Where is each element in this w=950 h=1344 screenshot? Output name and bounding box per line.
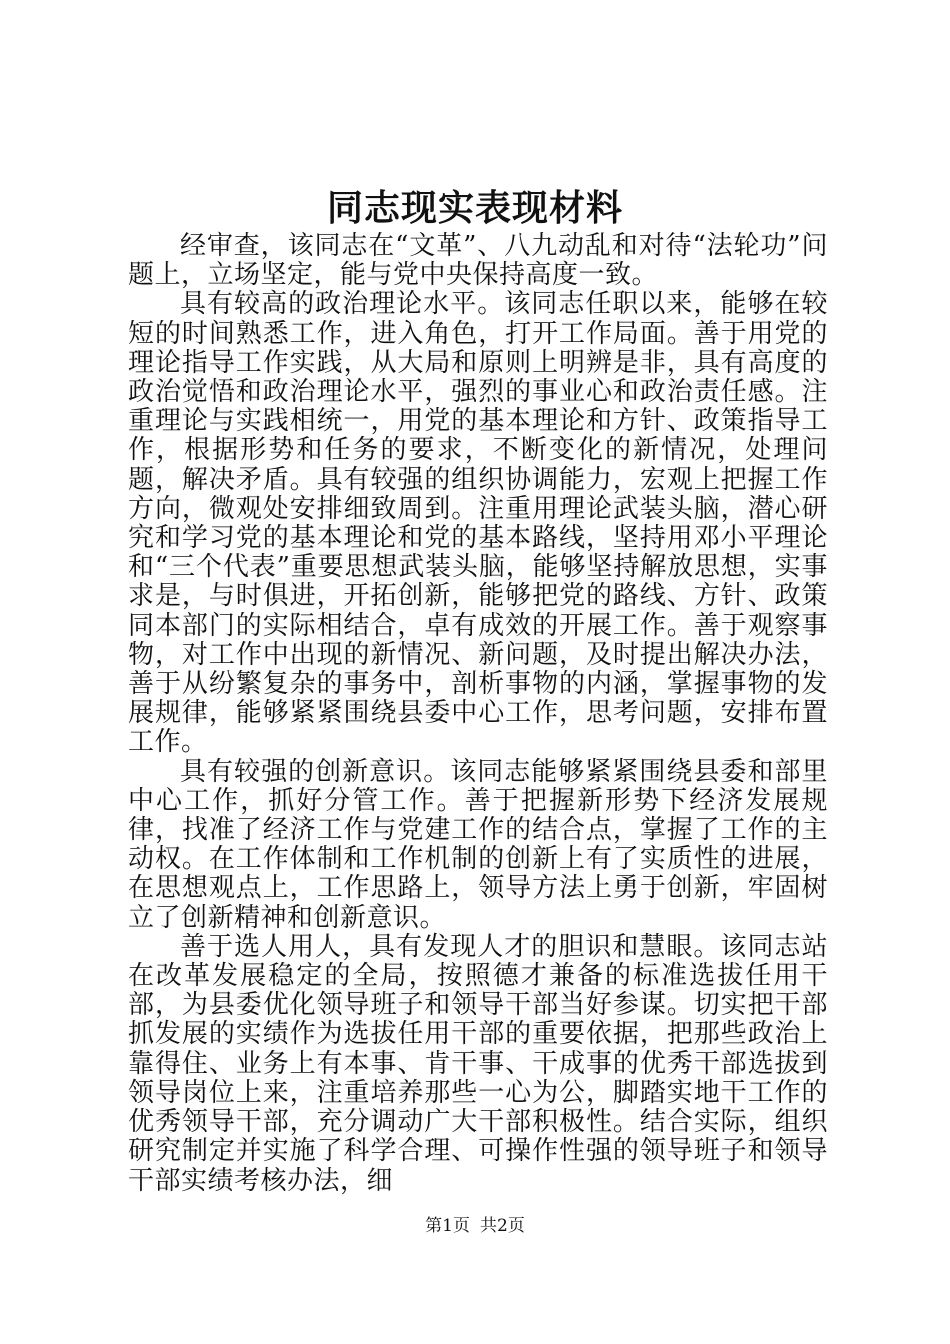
paragraph-4: 善于选人用人，具有发现人才的胆识和慧眼。该同志站在改革发展稳定的全局，按照德才兼备的标准选拔任用干部，为县委优化领导班子和领导干部当好参谋。切实把干部抓发展的实绩作为选拔任用干部的重要依据，把那些政治上靠得住、业务上有本事、肯干事、干成事的优秀干部选拔到领导岗位上来，注重培养那些一心为公，脚踏实地干工作的优秀领导干部，充分调动广大干部积极性。结合实际，组织研究制定并实施了科学合理、可操作性强的领导班子和领导干部实绩考核办法，细 bbox=[128, 931, 828, 1196]
paragraph-2: 具有较高的政治理论水平。该同志任职以来，能够在较短的时间熟悉工作，进入角色，打开工作局面。善于用党的理论指导工作实践，从大局和原则上明辨是非，具有高度的政治觉悟和政治理论水平，强烈的事业心和政治责任感。注重理论与实践相统一，用党的基本理论和方针、政策指导工作，根据形势和任务的要求，不断变化的新情况，处理问题，解决矛盾。具有较强的组织协调能力，宏观上把握工作方向，微观处安排细致周到。注重用理论武装头脑，潜心研究和学习党的基本理论和党的基本路线，坚持用邓小平理论和“三个代表”重要思想武装头脑，能够坚持解放思想，实事求是，与时俱进，开拓创新，能够把党的路线、方针、政策同本部门的实际相结合，卓有成效的开展工作。善于观察事物，对工作中出现的新情况、新问题，及时提出解决办法，善于从纷繁复杂的事务中，剖析事物的内涵，掌握事物的发展规律，能够紧紧围绕县委中心工作，思考问题，安排布置工作。 bbox=[128, 289, 828, 758]
document-title: 同志现实表现材料 bbox=[326, 187, 623, 229]
paragraph-1: 经审查，该同志在“文革”、八九动乱和对待“法轮功”问题上，立场坚定，能与党中央保持高度一致。 bbox=[128, 231, 828, 291]
page-number: 第1页 bbox=[425, 1216, 470, 1236]
page-total: 共2页 bbox=[480, 1216, 525, 1236]
page-footer bbox=[0, 1214, 950, 1238]
paragraph-3: 具有较强的创新意识。该同志能够紧紧围绕县委和部里中心工作，抓好分管工作。善于把握新形势下经济发展规律，找准了经济工作与党建工作的结合点，掌握了工作的主动权。在工作体制和工作机制的创新上有了实质性的进展，在思想观点上，工作思路上，领导方法上勇于创新，牢固树立了创新精神和创新意识。 bbox=[128, 756, 828, 933]
document-body bbox=[128, 232, 828, 1196]
